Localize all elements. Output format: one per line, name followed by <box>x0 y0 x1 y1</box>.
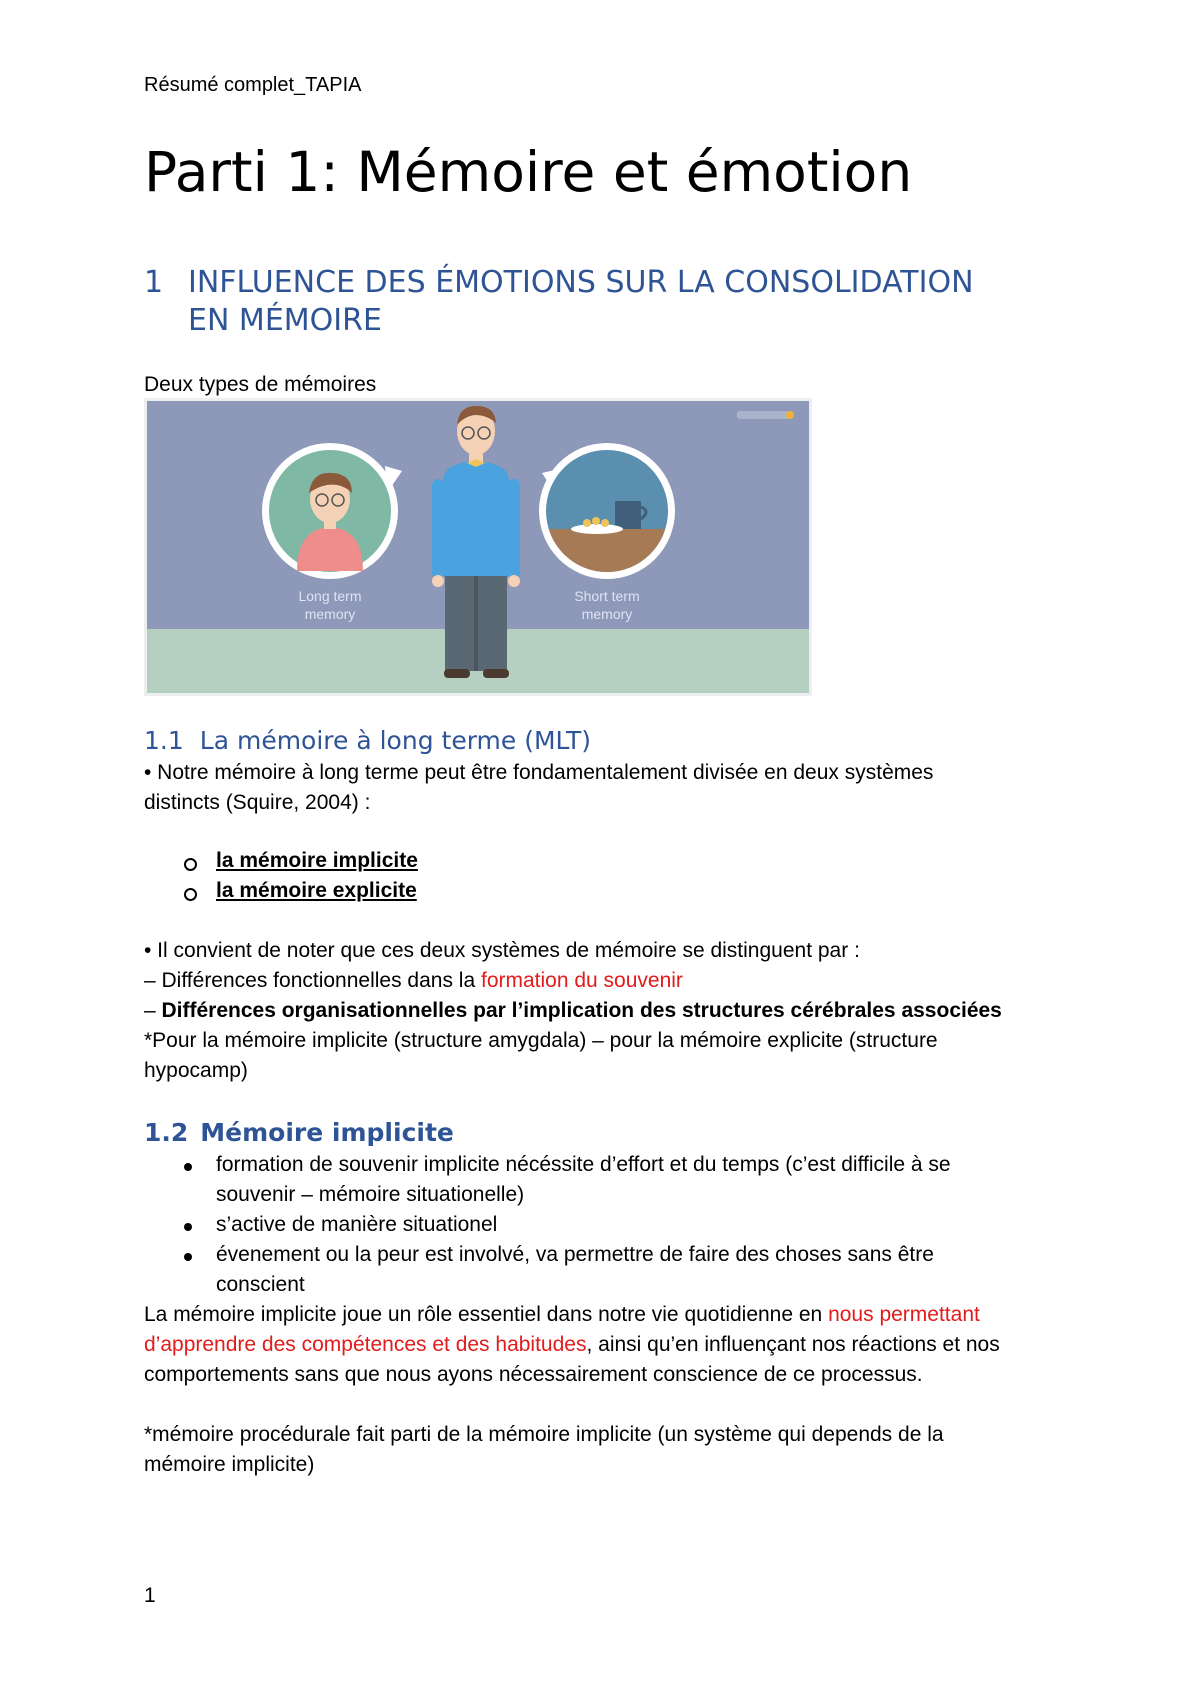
long-term-label-line2: memory <box>304 606 356 622</box>
logo-mark <box>737 411 789 419</box>
section-1-1-title: La mémoire à long terme (MLT) <box>199 726 592 755</box>
section-1-number: 1 <box>144 265 164 300</box>
section-1-1-note: • Il convient de noter que ces deux systèmes de mémoire se distinguent par : <box>144 939 860 962</box>
structure-note-line1: *Pour la mémoire implicite (structure amygdala) – pour la mémoire explicite (structure <box>144 1029 938 1052</box>
highlight-competences: d’apprendre des compétences et des habitudes <box>144 1333 587 1356</box>
illustration-svg <box>147 401 809 693</box>
circle-bullet-icon <box>184 858 197 871</box>
implicit-bullet-3-line2: conscient <box>216 1273 305 1296</box>
structure-note-line2: hypocamp) <box>144 1059 248 1082</box>
implicit-bullet-2: s’active de manière situationel <box>216 1213 498 1236</box>
bullet-dot-icon <box>184 1223 192 1231</box>
implicit-paragraph-line1: La mémoire implicite joue un rôle essentiel dans notre vie quotidienne en nous permettant <box>144 1303 980 1326</box>
implicit-paragraph-line3: comportements sans que nous ayons nécessairement conscience de ce processus. <box>144 1363 923 1386</box>
short-term-label-line2: memory <box>581 606 633 622</box>
long-term-label-line1: Long term <box>298 588 362 604</box>
highlight-nous-permettant: nous permettant <box>828 1303 980 1326</box>
running-header: Résumé complet_TAPIA <box>144 74 362 96</box>
section-1-2-number: 1.2 <box>144 1118 189 1147</box>
section-1-heading <box>144 264 1084 344</box>
bullet-dot-icon <box>184 1163 192 1171</box>
list-item-explicit: la mémoire explicite <box>216 879 417 902</box>
section-1-2-title: Mémoire implicite <box>200 1118 454 1147</box>
page-title: Parti 1: Mémoire et émotion <box>144 140 913 204</box>
circle-bullet-icon <box>184 888 197 901</box>
section-1-title-line1: INFLUENCE DES ÉMOTIONS SUR LA CONSOLIDATION <box>188 265 974 300</box>
implicit-bullet-1-line1: formation de souvenir implicite nécéssite d’effort et du temps (c’est difficile à se <box>216 1153 951 1176</box>
section-1-1-heading <box>144 726 591 756</box>
section-1-1-number: 1.1 <box>144 726 184 755</box>
bullet-dot-icon <box>184 1253 192 1261</box>
section-1-2-heading <box>144 1118 454 1148</box>
section-1-subtitle: Deux types de mémoires <box>144 373 377 396</box>
short-term-label-line1: Short term <box>574 588 640 604</box>
procedural-note-line2: mémoire implicite) <box>144 1453 315 1476</box>
difference-organisational: – Différences organisationnelles par l’implication des structures cérébrales associées <box>144 999 1002 1022</box>
page-number: 1 <box>144 1584 156 1607</box>
section-1-title-line2: EN MÉMOIRE <box>188 303 382 338</box>
procedural-note-line1: *mémoire procédurale fait parti de la mémoire implicite (un système qui depends de la <box>144 1423 944 1446</box>
implicit-bullet-1-line2: souvenir – mémoire situationelle) <box>216 1183 525 1206</box>
implicit-paragraph-line2: d’apprendre des compétences et des habitudes, ainsi qu’en influençant nos réactions et nos <box>144 1333 1000 1356</box>
section-1-1-intro-line1: • Notre mémoire à long terme peut être fondamentalement divisée en deux systèmes <box>144 761 934 784</box>
highlight-formation-souvenir: formation du souvenir <box>480 969 683 992</box>
logo-dot-icon <box>786 411 794 419</box>
implicit-bullet-3-line1: évenement ou la peur est involvé, va permettre de faire des choses sans être <box>216 1243 934 1266</box>
difference-functional: – Différences fonctionnelles dans la formation du souvenir <box>144 969 683 992</box>
memory-types-illustration <box>144 398 812 696</box>
section-1-1-intro-line2: distincts (Squire, 2004) : <box>144 791 371 814</box>
list-item-implicit: la mémoire implicite <box>216 849 418 872</box>
short-term-memory-bubble <box>539 443 675 579</box>
